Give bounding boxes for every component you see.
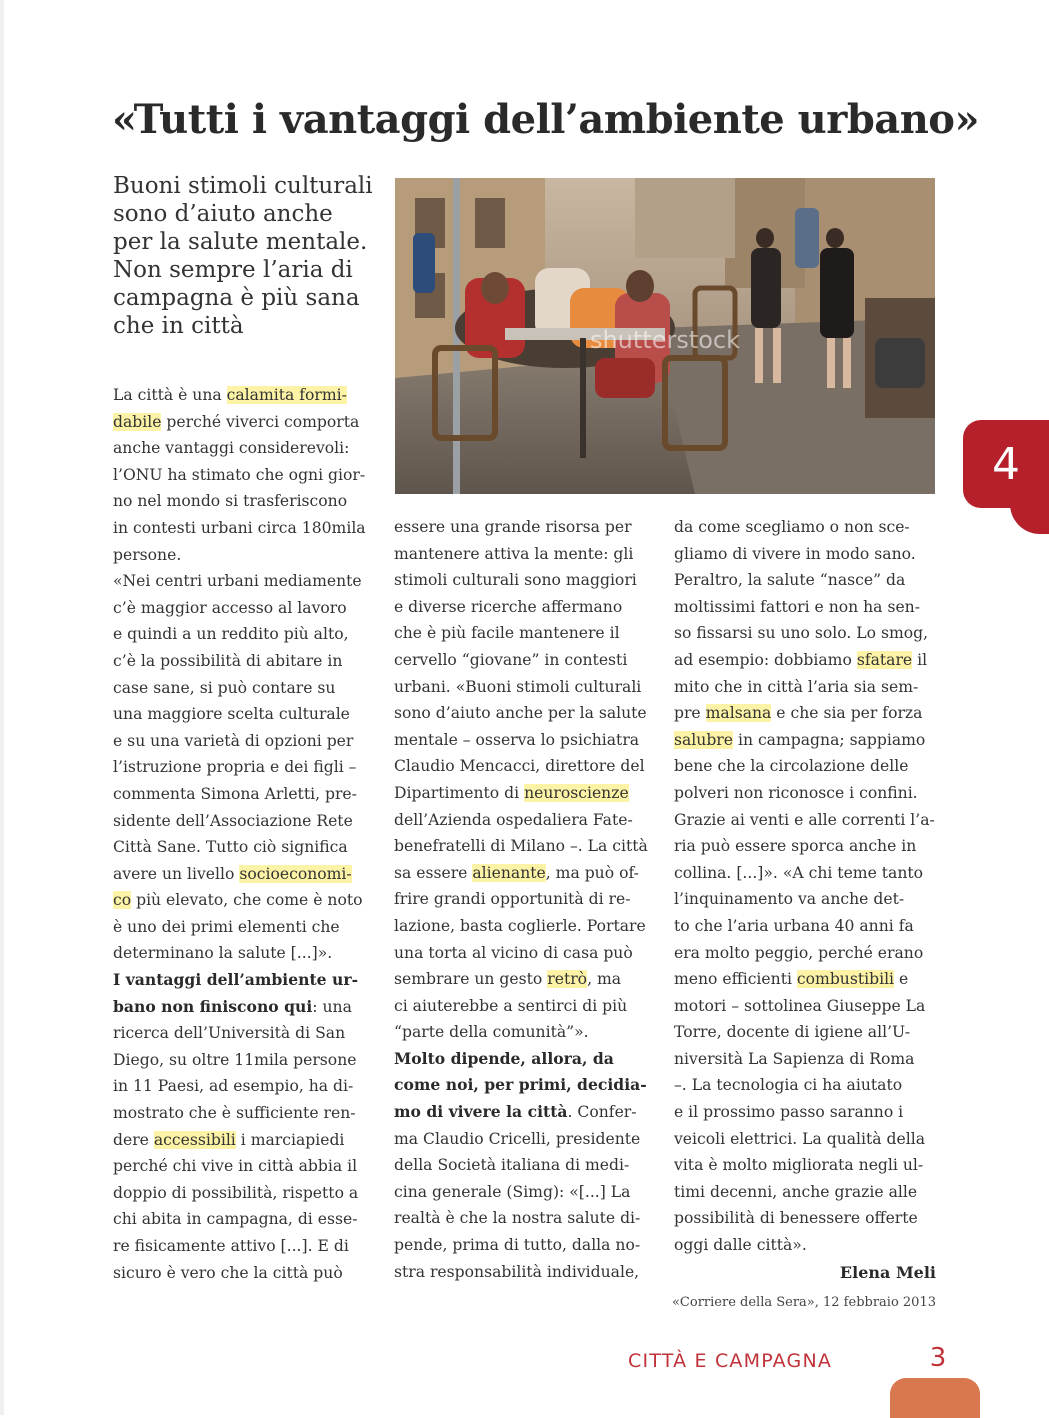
- text-line: [674, 780, 936, 807]
- text-line: [674, 966, 936, 993]
- lede-line: Buoni stimoli culturali: [113, 173, 373, 199]
- text-run: sidente dell’Associazione Rete: [113, 811, 353, 830]
- text-line: [674, 1152, 936, 1179]
- text-line: [113, 861, 376, 888]
- highlighted-term: dabile: [113, 412, 162, 431]
- text-run: il: [912, 650, 928, 669]
- text-line: [394, 620, 656, 647]
- text-line: [394, 1019, 656, 1046]
- text-line: [394, 514, 656, 541]
- lede-line: che in città: [113, 313, 244, 339]
- text-run: e diverse ricerche affermano: [394, 597, 623, 616]
- text-run: una torta al vicino di casa può: [394, 943, 633, 962]
- text-line: [113, 1206, 376, 1233]
- text-line: [674, 514, 936, 541]
- bold-lead-in: mo di vivere la città: [394, 1102, 568, 1122]
- text-run: pende, prima di tutto, dalla no-: [394, 1236, 641, 1255]
- text-run: benefratelli di Milano –. La città: [394, 837, 648, 856]
- text-run: mostrato che è sufficiente ren-: [113, 1104, 356, 1123]
- text-line: [394, 1232, 656, 1259]
- text-run: e quindi a un reddito più alto,: [113, 625, 349, 644]
- text-run: vita è molto migliorata negli ul-: [674, 1156, 924, 1175]
- text-line: [113, 967, 376, 994]
- photo-watermark: shutterstock: [589, 326, 741, 354]
- lede-line: per la salute mentale.: [113, 229, 368, 255]
- article-title: «Tutti i vantaggi dell’ambiente urbano»: [112, 96, 979, 143]
- text-line: [113, 1153, 376, 1180]
- text-line: [674, 674, 936, 701]
- text-run: l’inquinamento va anche det-: [674, 890, 905, 909]
- text-run: bene che la circolazione delle: [674, 757, 909, 776]
- text-line: [674, 541, 936, 568]
- text-line: [394, 1205, 656, 1232]
- text-line: [674, 940, 936, 967]
- text-column-3: [674, 514, 936, 1259]
- text-run: essere una grande risorsa per: [394, 518, 632, 536]
- lede-line: campagna è più sana: [113, 285, 360, 311]
- text-run: realtà è che la nostra salute di-: [394, 1209, 641, 1228]
- text-run: sono d’aiuto anche per la salute: [394, 704, 647, 723]
- text-line: [113, 648, 376, 675]
- text-run: perché chi vive in città abbia il: [113, 1157, 358, 1176]
- text-run: Dipartimento di: [394, 783, 525, 802]
- text-line: [113, 940, 376, 967]
- text-line: [394, 860, 656, 887]
- text-run: dell’Azienda ospedaliera Fate-: [394, 810, 633, 829]
- text-run: re fisicamente attivo [...]. E di: [113, 1237, 349, 1255]
- chapter-number: 4: [992, 439, 1020, 490]
- text-run: in campagna; sappiamo: [733, 730, 926, 749]
- text-line: [394, 674, 656, 701]
- text-run: La città è una: [113, 386, 227, 404]
- text-run: veicoli elettrici. La qualità della: [674, 1129, 926, 1148]
- text-run: Grazie ai venti e alle correnti l’a-: [674, 810, 935, 829]
- highlighted-term: calamita formi-: [226, 386, 347, 404]
- text-run: dere: [113, 1130, 154, 1149]
- text-line: [113, 834, 376, 861]
- text-run: da come scegliamo o non sce-: [674, 518, 910, 536]
- text-run: che è più facile mantenere il: [394, 624, 620, 643]
- section-title: CITTÀ E CAMPAGNA: [628, 1350, 833, 1372]
- text-run: e che sia per forza: [771, 704, 923, 723]
- text-run: l’ONU ha stimato che ogni gior-: [113, 465, 366, 484]
- text-line: [113, 542, 376, 569]
- text-column-2: [394, 514, 656, 1285]
- bold-lead-in: come noi, per primi, decidia-: [394, 1075, 647, 1095]
- text-line: [394, 780, 656, 807]
- text-line: [113, 1180, 376, 1207]
- text-run: in contesti urbani circa 180mila: [113, 518, 366, 537]
- text-run: commenta Simona Arletti, pre-: [113, 784, 357, 803]
- text-line: [674, 594, 936, 621]
- text-line: [674, 647, 936, 674]
- text-line: [394, 1259, 656, 1286]
- text-run: oggi dalle città».: [674, 1236, 807, 1255]
- text-run: più elevato, che come è noto: [131, 891, 363, 910]
- text-run: Claudio Mencacci, direttore del: [394, 757, 645, 776]
- text-line: [113, 1127, 376, 1154]
- text-run: sa essere: [394, 863, 473, 882]
- text-run: sembrare un gesto: [394, 970, 548, 989]
- text-run: so fissarsi su uno solo. Lo smog,: [674, 624, 929, 643]
- text-line: [674, 700, 936, 727]
- text-line: [394, 1046, 656, 1073]
- text-run: persone.: [113, 545, 182, 564]
- text-line: [394, 1099, 656, 1126]
- text-run: case sane, si può contare su: [113, 678, 336, 697]
- text-run: mito che in città l’aria sia sem-: [674, 677, 919, 696]
- text-line: [674, 1126, 936, 1153]
- text-line: [113, 994, 376, 1021]
- text-line: [394, 1126, 656, 1153]
- text-run: stimoli culturali sono maggiori: [394, 571, 637, 590]
- text-run: una maggiore scelta culturale: [113, 705, 350, 724]
- text-run: to che l’aria urbana 40 anni fa: [674, 916, 914, 935]
- text-run: . Confer-: [567, 1103, 637, 1122]
- text-run: possibilità di benessere offerte: [674, 1209, 918, 1228]
- highlighted-term: socioeconomi-: [239, 864, 352, 883]
- text-line: [113, 488, 376, 515]
- text-run: Città Sane. Tutto ciò significa: [113, 838, 348, 857]
- highlighted-term: neuroscienze: [524, 783, 629, 802]
- highlighted-term: salubre: [674, 730, 733, 749]
- text-run: stra responsabilità individuale,: [394, 1262, 640, 1281]
- highlighted-term: co: [113, 891, 132, 910]
- text-line: [113, 728, 376, 755]
- text-line: [394, 993, 656, 1020]
- text-run: no nel mondo si trasferiscono: [113, 492, 348, 511]
- text-run: mentale – osserva lo psichiatra: [394, 730, 640, 749]
- highlighted-term: sfatare: [856, 650, 913, 669]
- text-line: [394, 807, 656, 834]
- text-line: [113, 435, 376, 462]
- text-run: meno efficienti: [674, 970, 797, 989]
- text-line: [113, 1047, 376, 1074]
- text-run: Torre, docente di igiene all’U-: [674, 1023, 911, 1042]
- text-run: niversità La Sapienza di Roma: [674, 1049, 915, 1068]
- text-run: l’istruzione propria e dei figli –: [113, 758, 357, 777]
- text-line: [674, 1232, 936, 1259]
- text-line: [674, 886, 936, 913]
- text-run: doppio di possibilità, rispetto a: [113, 1183, 359, 1202]
- text-run: e il prossimo passo saranno i: [674, 1103, 904, 1122]
- text-run: avere un livello: [113, 864, 240, 883]
- text-run: «Nei centri urbani mediamente: [113, 572, 362, 591]
- highlighted-term: malsana: [705, 704, 772, 723]
- text-run: collina. [...]». «A chi teme tanto: [674, 863, 924, 882]
- text-run: anche vantaggi considerevoli:: [113, 439, 350, 458]
- text-line: [394, 700, 656, 727]
- highlighted-term: retrò: [547, 970, 588, 989]
- text-run: ricerca dell’Università di San: [113, 1024, 346, 1043]
- text-line: [113, 675, 376, 702]
- text-line: [394, 1152, 656, 1179]
- text-run: in 11 Paesi, ad esempio, ha di-: [113, 1077, 354, 1096]
- text-run: moltissimi fattori e non ha sen-: [674, 597, 920, 616]
- text-run: Peraltro, la salute “nasce” da: [674, 571, 906, 590]
- text-line: [394, 940, 656, 967]
- text-run: cina generale (Simg): «[...] La: [394, 1182, 631, 1201]
- text-run: determinano la salute [...]».: [113, 944, 333, 963]
- text-line: [674, 1072, 936, 1099]
- text-line: [674, 753, 936, 780]
- text-line: [674, 620, 936, 647]
- text-run: cervello “giovane” in contesti: [394, 650, 628, 669]
- text-run: ci aiuterebbe a sentirci di più: [394, 996, 628, 1015]
- text-line: [113, 568, 376, 595]
- text-line: [113, 382, 376, 409]
- page-number: 3: [929, 1343, 947, 1373]
- text-line: [394, 647, 656, 674]
- text-run: Diego, su oltre 11mila persone: [113, 1050, 357, 1069]
- text-line: [674, 833, 936, 860]
- text-line: [113, 781, 376, 808]
- text-run: sicuro è vero che la città può: [113, 1263, 343, 1282]
- text-run: , ma: [587, 970, 622, 989]
- text-run: c’è la possibilità di abitare in: [113, 651, 343, 670]
- text-line: [674, 1205, 936, 1232]
- text-line: [113, 701, 376, 728]
- text-line: [674, 727, 936, 754]
- text-line: [113, 1260, 376, 1287]
- text-line: [113, 515, 376, 542]
- text-run: chi abita in campagna, di esse-: [113, 1210, 358, 1229]
- text-run: lazione, basta coglierle. Portare: [394, 916, 646, 935]
- highlighted-term: accessibili: [153, 1130, 236, 1149]
- street-cafe-photo: [395, 178, 935, 494]
- bold-lead-in: bano non finiscono qui: [113, 996, 313, 1016]
- text-line: [113, 462, 376, 489]
- text-run: polveri non riconosce i confini.: [674, 783, 918, 802]
- bold-lead-in: Molto dipende, allora, da: [394, 1048, 614, 1068]
- text-run: motori – sottolinea Giuseppe La: [674, 996, 926, 1015]
- text-line: [113, 1100, 376, 1127]
- text-line: [113, 1073, 376, 1100]
- page-edge: [0, 0, 4, 1415]
- text-line: [674, 807, 936, 834]
- text-line: [113, 1020, 376, 1047]
- lede-line: Non sempre l’aria di: [113, 257, 353, 283]
- text-run: mantenere attiva la mente: gli: [394, 544, 634, 563]
- bold-lead-in: I vantaggi dell’ambiente ur-: [113, 970, 359, 990]
- text-line: [674, 860, 936, 887]
- text-run: c’è maggior accesso al lavoro: [113, 598, 347, 617]
- text-line: [674, 993, 936, 1020]
- text-column-1: [113, 382, 376, 1286]
- text-line: [394, 913, 656, 940]
- text-line: [394, 727, 656, 754]
- text-run: pre: [674, 704, 706, 723]
- text-run: perché viverci comporta: [161, 412, 360, 431]
- lede-line: sono d’aiuto anche: [113, 201, 333, 227]
- text-line: [113, 754, 376, 781]
- text-run: gliamo di vivere in modo sano.: [674, 544, 916, 563]
- text-run: –. La tecnologia ci ha aiutato: [674, 1076, 903, 1095]
- text-run: era molto peggio, perché erano: [674, 943, 924, 962]
- text-line: [113, 808, 376, 835]
- text-line: [394, 1179, 656, 1206]
- highlighted-term: combustibili: [796, 970, 895, 989]
- text-run: , ma può of-: [545, 863, 639, 882]
- text-run: ria può essere sporca anche in: [674, 837, 917, 856]
- text-run: “parte della comunità”».: [394, 1023, 589, 1042]
- author-byline: Elena Meli: [839, 1263, 936, 1282]
- text-line: [113, 1233, 376, 1260]
- text-line: [113, 914, 376, 941]
- text-line: [674, 913, 936, 940]
- text-line: [674, 567, 936, 594]
- text-line: [394, 567, 656, 594]
- text-line: [394, 966, 656, 993]
- text-run: ma Claudio Cricelli, presidente: [394, 1129, 641, 1148]
- page-corner-tab: [890, 1378, 980, 1418]
- text-run: ad esempio: dobbiamo: [674, 650, 857, 669]
- highlighted-term: alienante: [472, 863, 546, 882]
- text-line: [394, 1072, 656, 1099]
- source-citation: «Corriere della Sera», 12 febbraio 2013: [671, 1295, 936, 1310]
- text-line: [394, 541, 656, 568]
- text-line: [674, 1099, 936, 1126]
- text-run: è uno dei primi elementi che: [113, 917, 340, 936]
- article-lede: [113, 172, 383, 340]
- text-run: timi decenni, anche grazie alle: [674, 1182, 918, 1201]
- text-run: urbani. «Buoni stimoli culturali: [394, 677, 642, 696]
- text-line: [674, 1046, 936, 1073]
- text-run: e su una varietà di opzioni per: [113, 731, 354, 750]
- text-run: i marciapiedi: [235, 1130, 345, 1149]
- text-line: [113, 409, 376, 436]
- text-run: : una: [312, 997, 352, 1016]
- text-run: della Società italiana di medi-: [394, 1156, 630, 1175]
- text-line: [394, 833, 656, 860]
- text-line: [394, 753, 656, 780]
- text-line: [113, 595, 376, 622]
- text-run: frire grandi opportunità di re-: [394, 890, 631, 909]
- text-line: [674, 1019, 936, 1046]
- text-line: [674, 1179, 936, 1206]
- text-line: [113, 887, 376, 914]
- text-run: e: [894, 970, 909, 989]
- text-line: [394, 886, 656, 913]
- text-line: [113, 621, 376, 648]
- text-line: [394, 594, 656, 621]
